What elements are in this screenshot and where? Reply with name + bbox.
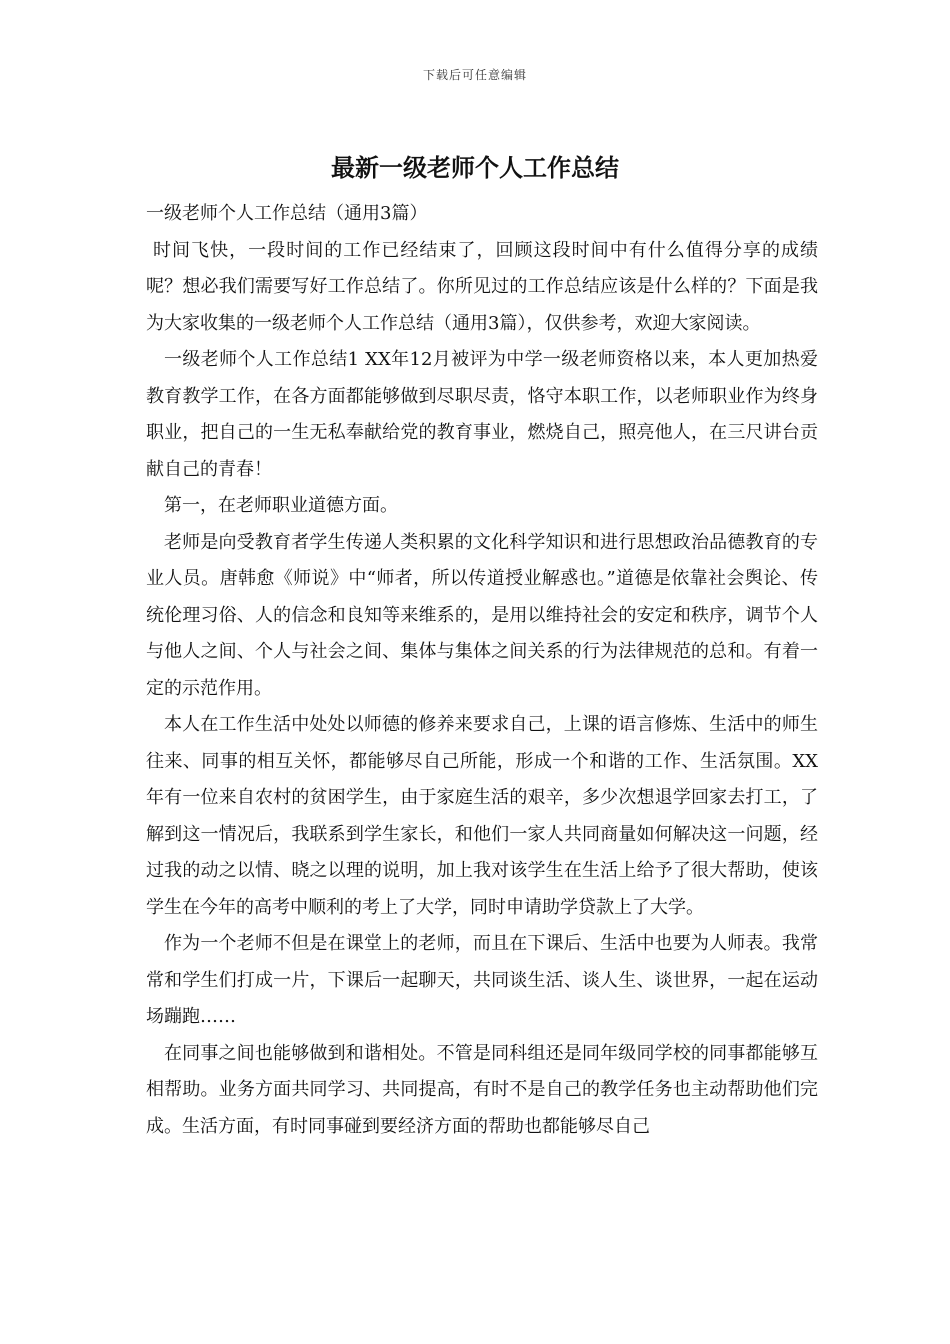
body-paragraph: 作为一个老师不但是在课堂上的老师，而且在下课后、生活中也要为人师表。我常常和学生们打成一片，下课后一起聊天，共同谈生活、谈人生、谈世界，一起在运动场蹦跑…… [146, 933, 818, 1027]
body-paragraph: 本人在工作生活中处处以师德的修养来要求自己，上课的语言修炼、生活中的师生往来、同事的相互关怀，都能够尽自己所能，形成一个和谐的工作、生活氛围。XX年有一位来自农村的贫困学生，由于家庭生活的艰辛，多少次想退学回家去打工，了解到这一情况后，我联系到学生家长，和他们一家人共同商量如何解决这一问题，经过我的动之以情、晓之以理的说明，加上我对该学生在生活上给予了很大帮助，使该学生在今年的高考中顺利的考上了大学，同时申请助学贷款上了大学。 [146, 714, 818, 918]
section-heading: 第一，在老师职业道德方面。 [164, 495, 398, 516]
intro-paragraph: 时间飞快，一段时间的工作已经结束了，回顾这段时间中有什么值得分享的成绩呢？想必我们需要写好工作总结了。你所见过的工作总结应该是什么样的？下面是我为大家收集的一级老师个人工作总结（通用3篇），仅供参考，欢迎大家阅读。 [146, 239, 818, 334]
body-paragraph: 在同事之间也能够做到和谐相处。不管是同科组还是同年级同学校的同事都能够互相帮助。业务方面共同学习、共同提高，有时不是自己的教学任务也主动帮助他们完成。生活方面，有时同事碰到要经济方面的帮助也都能够尽自己 [146, 1042, 818, 1137]
body-paragraph: 一级老师个人工作总结1 XX年12月被评为中学一级老师资格以来，本人更加热爱教育教学工作，在各方面都能够做到尽职尽责，恪守本职工作，以老师职业作为终身职业，把自己的一生无私奉献给党的教育事业，燃烧自己，照亮他人，在三尺讲台贡献自己的青春！ [146, 349, 818, 480]
document-subtitle: 一级老师个人工作总结（通用3篇） [146, 203, 428, 224]
document-title: 最新一级老师个人工作总结 [331, 153, 619, 182]
document-body [146, 196, 818, 1145]
header-note: 下载后可任意编辑 [422, 68, 527, 82]
body-paragraph: 老师是向受教育者学生传递人类积累的文化科学知识和进行思想政治品德教育的专业人员。唐韩愈《师说》中“师者，所以传道授业解惑也。”道德是依靠社会舆论、传统伦理习俗、人的信念和良知等来维系的，是用以维持社会的安定和秩序，调节个人与他人之间、个人与社会之间、集体与集体之间关系的行为法律规范的总和。有着一定的示范作用。 [146, 531, 818, 699]
